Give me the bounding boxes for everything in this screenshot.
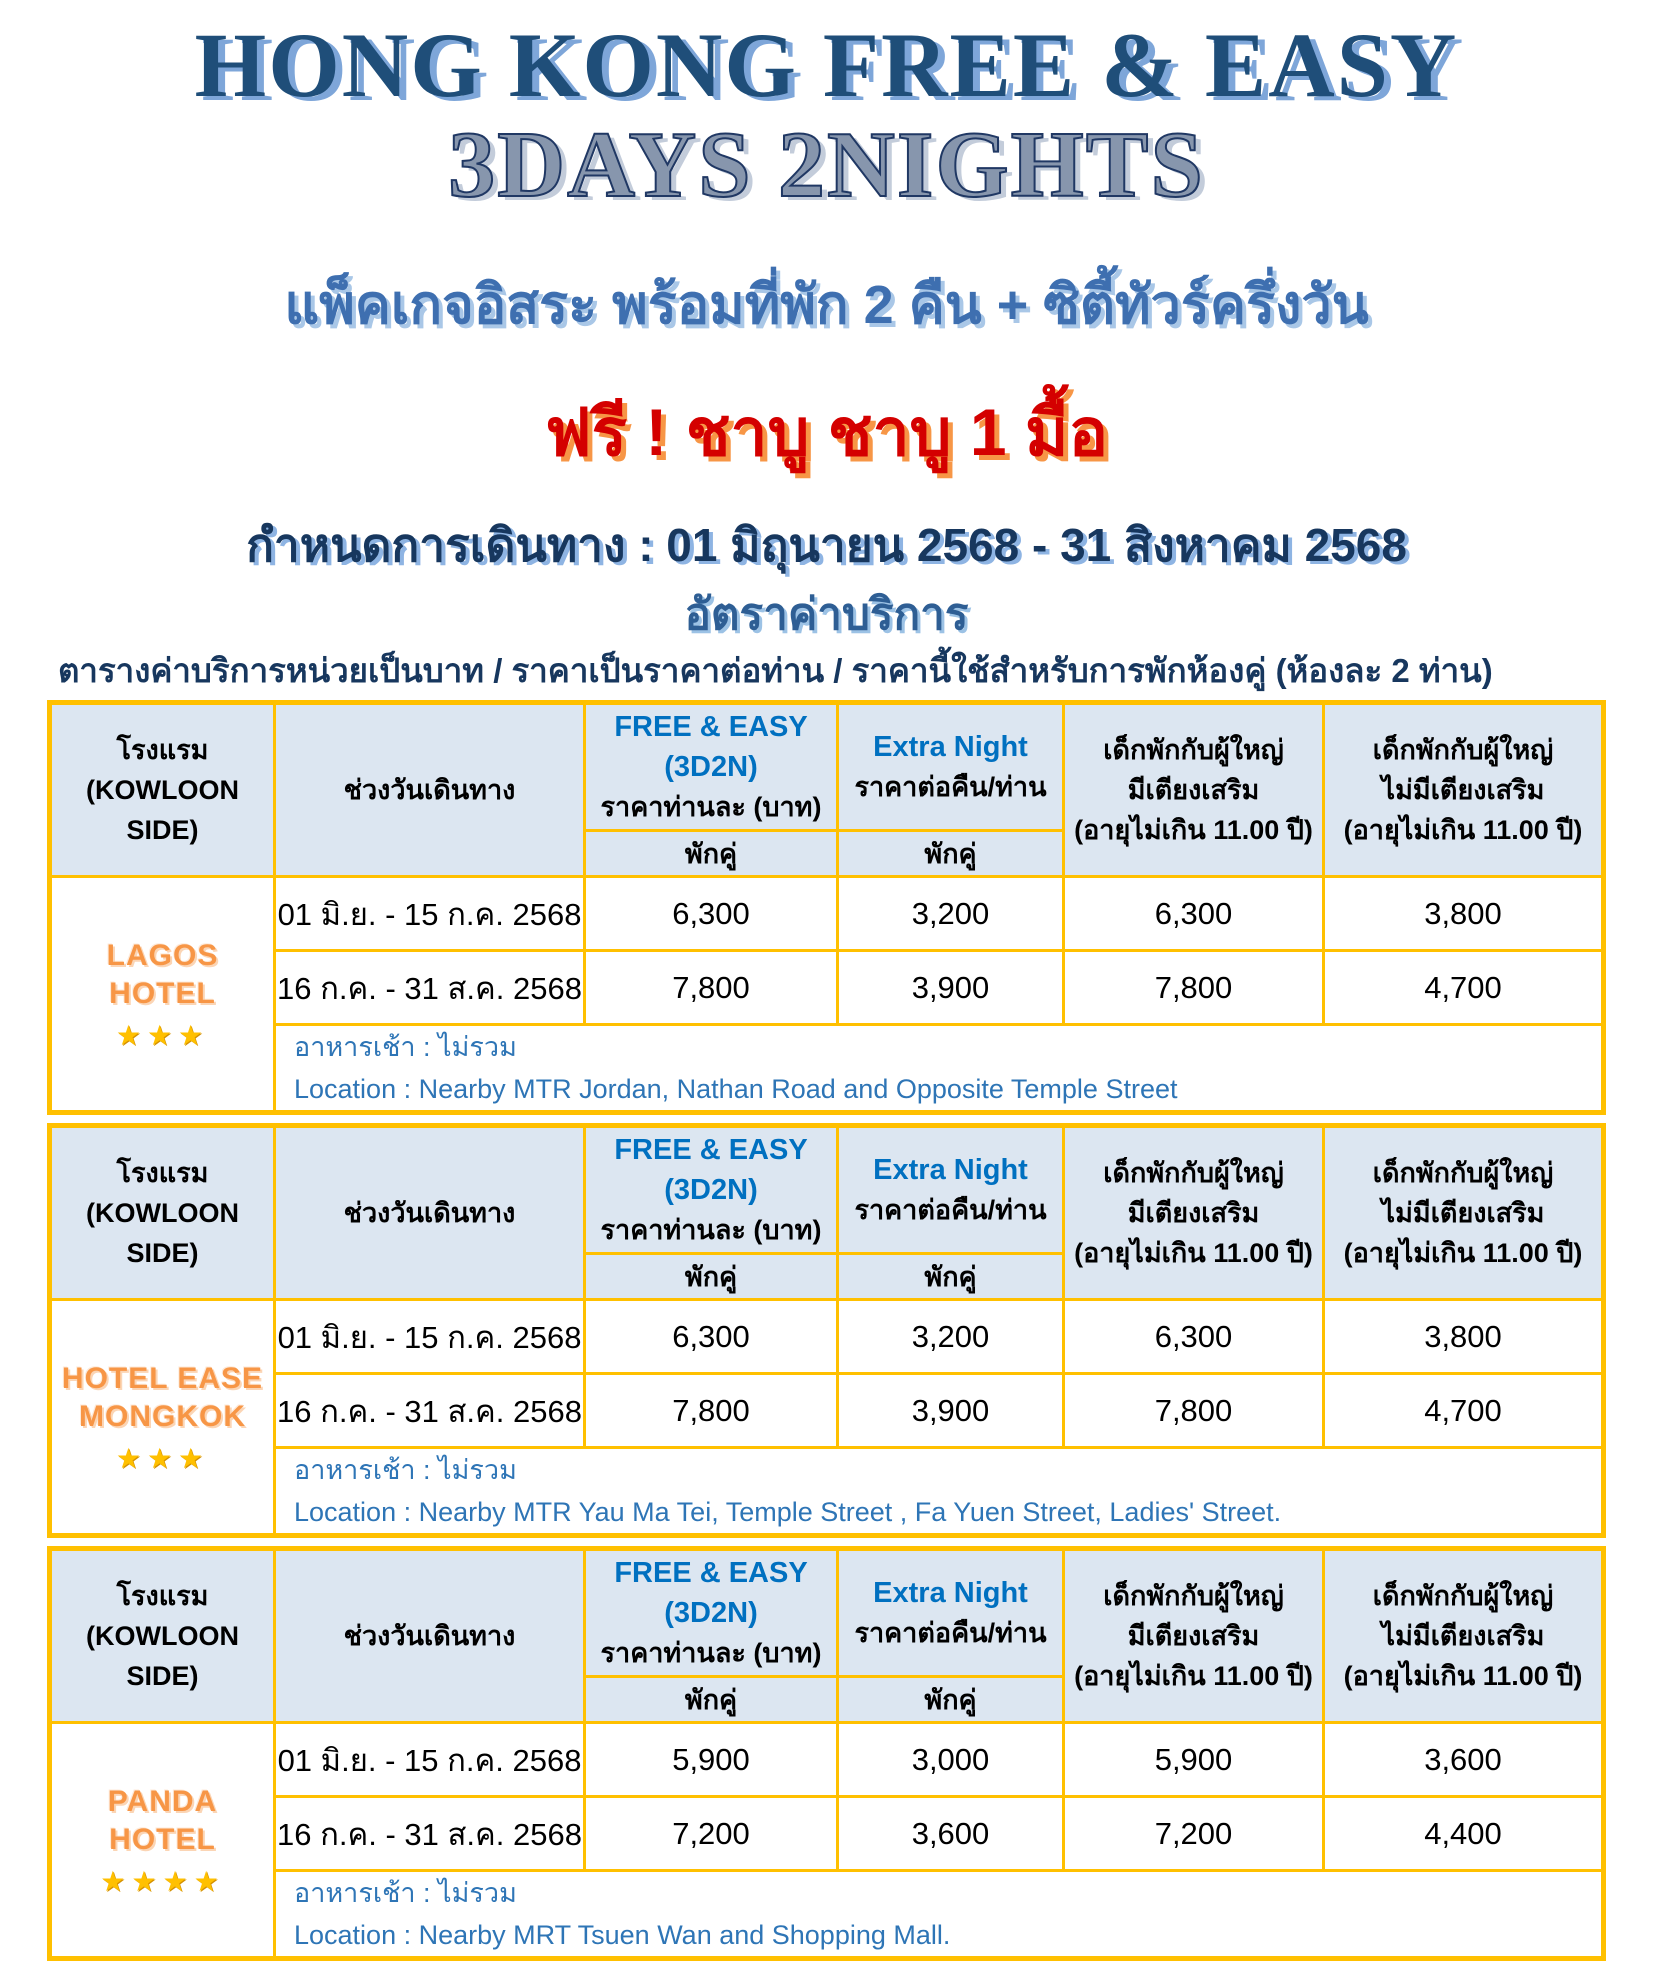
table-row	[50, 877, 1604, 951]
table-row	[50, 1300, 1604, 1374]
free-easy-title: FREE & EASY	[614, 711, 808, 743]
hotel-name: HOTEL EASE MONGKOK	[61, 1361, 264, 1433]
price-child-with-bed: 6,300	[1064, 877, 1324, 951]
price-child-no-bed: 4,700	[1324, 1374, 1604, 1448]
header-cell-extra-night: Extra Night ราคาต่อคืน/ท่าน	[838, 1126, 1064, 1254]
date-cell: 01 มิ.ย. - 15 ก.ค. 2568	[275, 1300, 585, 1374]
date-cell: 01 มิ.ย. - 15 ก.ค. 2568	[275, 877, 585, 951]
price-child-with-bed: 5,900	[1064, 1723, 1324, 1797]
breakfast-note: อาหารเช้า : ไม่รวม	[294, 1032, 517, 1062]
rates-table-hotel-ease-mongkok	[47, 1123, 1606, 1538]
header-cell-extra-night: Extra Night ราคาต่อคืน/ท่าน	[838, 1549, 1064, 1677]
extra-night-title: Extra Night	[873, 731, 1028, 763]
header-cell-extra-night	[838, 703, 1064, 831]
price-extra-night: 3,900	[838, 1374, 1064, 1448]
price-free-easy: 7,800	[585, 1374, 838, 1448]
header-cell-dates: ช่วงวันเดินทาง	[275, 1549, 585, 1723]
header-cell-child-with-bed: เด็กพักกับผู้ใหญ่ มีเตียงเสริม (อายุไม่เกิน 11.00 ปี)	[1064, 1549, 1324, 1723]
rates-table-panda-hotel	[47, 1546, 1606, 1961]
price-child-with-bed: 7,800	[1064, 1374, 1324, 1448]
header-cell-hotel: โรงแรม (KOWLOON SIDE)	[50, 1549, 275, 1723]
package-subtitle: แพ็คเกจอิสระ พร้อมที่พัก 2 คืน + ซิตี้ทัวร์ครึ่งวัน	[284, 275, 1369, 335]
header-hotel-line2: (KOWLOON SIDE)	[86, 775, 239, 845]
header-cell-child-no-bed: เด็กพักกับผู้ใหญ่ ไม่มีเตียงเสริม (อายุไม่เกิน 11.00 ปี)	[1324, 1126, 1604, 1300]
hotel-info-row	[50, 1025, 1604, 1113]
price-extra-night: 3,000	[838, 1723, 1064, 1797]
header-cell-child-no-bed: เด็กพักกับผู้ใหญ่ ไม่มีเตียงเสริม (อายุไม่เกิน 11.00 ปี)	[1324, 703, 1604, 877]
price-free-easy: 6,300	[585, 1300, 838, 1374]
header-cell-child-with-bed: เด็กพักกับผู้ใหญ่ มีเตียงเสริม (อายุไม่เกิน 11.00 ปี)	[1064, 1126, 1324, 1300]
header-cell-child-no-bed: เด็กพักกับผู้ใหญ่ ไม่มีเตียงเสริม (อายุไม่เกิน 11.00 ปี)	[1324, 1549, 1604, 1723]
hotel-name: PANDA HOTEL	[107, 1784, 218, 1856]
star-rating-icons: ★★★	[115, 1019, 210, 1051]
location-note: Location : Nearby MRT Tsuen Wan and Shopping Mall.	[294, 1920, 951, 1950]
hotel-info-row	[50, 1871, 1604, 1959]
hotel-info-cell	[275, 1025, 1604, 1113]
table-row	[50, 1797, 1604, 1871]
price-extra-night: 3,900	[838, 951, 1064, 1025]
header-cell-free-easy: FREE & EASY (3D2N) ราคาท่านละ (บาท)	[585, 1126, 838, 1254]
pair-sub-header: พักคู่	[585, 831, 838, 877]
header-cell-free-easy: FREE & EASY (3D2N) ราคาท่านละ (บาท)	[585, 1549, 838, 1677]
star-rating-icons: ★★★★	[100, 1865, 225, 1897]
price-free-easy: 5,900	[585, 1723, 838, 1797]
rates-table-lagos-hotel	[47, 700, 1606, 1115]
main-title: HONG KONG FREE & EASY	[194, 14, 1459, 116]
price-extra-night: 3,200	[838, 1300, 1064, 1374]
table-row	[50, 1374, 1604, 1448]
hotel-cell	[50, 1723, 275, 1959]
price-free-easy: 7,200	[585, 1797, 838, 1871]
free-easy-sub: (3D2N)	[664, 751, 758, 783]
price-extra-night: 3,200	[838, 877, 1064, 951]
pair-sub-header: พักคู่	[585, 1677, 838, 1723]
extra-night-desc: ราคาต่อคืน/ท่าน	[854, 772, 1047, 802]
pair-sub-header: พักคู่	[838, 1254, 1064, 1300]
header-hotel-line1: โรงแรม	[116, 735, 209, 765]
header-cell-dates: ช่วงวันเดินทาง	[275, 1126, 585, 1300]
price-child-no-bed: 3,600	[1324, 1723, 1604, 1797]
breakfast-note: อาหารเช้า : ไม่รวม	[294, 1455, 517, 1485]
promo-line: ฟรี ! ชาบู ชาบู 1 มื้อ	[544, 395, 1109, 469]
table-note: ตารางค่าบริการหน่วยเป็นบาท / ราคาเป็นราคาต่อท่าน / ราคานี้ใช้สำหรับการพักห้องคู่ (ห้องละ 2 ท่าน)	[58, 652, 1493, 689]
breakfast-note: อาหารเช้า : ไม่รวม	[294, 1878, 517, 1908]
pair-sub-header: พักคู่	[838, 831, 1064, 877]
header-cell-dates: ช่วงวันเดินทาง	[275, 703, 585, 877]
pair-sub-header: พักคู่	[838, 1677, 1064, 1723]
header-cell-hotel	[50, 703, 275, 877]
travel-period: กำหนดการเดินทาง : 01 มิถุนายน 2568 - 31 สิงหาคม 2568	[246, 519, 1407, 571]
table-row	[50, 951, 1604, 1025]
sub-title: 3DAYS 2NIGHTS	[448, 113, 1205, 217]
location-note: Location : Nearby MTR Yau Ma Tei, Temple Street , Fa Yuen Street, Ladies' Street.	[294, 1497, 1282, 1527]
price-child-no-bed: 3,800	[1324, 877, 1604, 951]
header-cell-hotel: โรงแรม (KOWLOON SIDE)	[50, 1126, 275, 1300]
date-cell: 01 มิ.ย. - 15 ก.ค. 2568	[275, 1723, 585, 1797]
hotel-info-row	[50, 1448, 1604, 1536]
table-row	[50, 1723, 1604, 1797]
price-child-with-bed: 6,300	[1064, 1300, 1324, 1374]
price-child-no-bed: 3,800	[1324, 1300, 1604, 1374]
price-child-no-bed: 4,700	[1324, 951, 1604, 1025]
pair-sub-header: พักคู่	[585, 1254, 838, 1300]
price-extra-night: 3,600	[838, 1797, 1064, 1871]
price-child-with-bed: 7,800	[1064, 951, 1324, 1025]
date-cell: 16 ก.ค. - 31 ส.ค. 2568	[275, 1797, 585, 1871]
header-cell-free-easy	[585, 703, 838, 831]
hotel-cell	[50, 877, 275, 1113]
price-free-easy: 6,300	[585, 877, 838, 951]
price-free-easy: 7,800	[585, 951, 838, 1025]
date-cell: 16 ก.ค. - 31 ส.ค. 2568	[275, 951, 585, 1025]
hotel-cell	[50, 1300, 275, 1536]
hotel-info-cell	[275, 1871, 1604, 1959]
free-easy-desc: ราคาท่านละ (บาท)	[600, 792, 822, 822]
rates-heading: อัตราค่าบริการ	[684, 590, 969, 639]
location-note: Location : Nearby MTR Jordan, Nathan Road and Opposite Temple Street	[294, 1074, 1178, 1104]
hotel-info-cell	[275, 1448, 1604, 1536]
date-cell: 16 ก.ค. - 31 ส.ค. 2568	[275, 1374, 585, 1448]
header-cell-child-with-bed: เด็กพักกับผู้ใหญ่ มีเตียงเสริม (อายุไม่เกิน 11.00 ปี)	[1064, 703, 1324, 877]
hotel-name: LAGOS HOTEL	[106, 938, 219, 1010]
price-child-with-bed: 7,200	[1064, 1797, 1324, 1871]
star-rating-icons: ★★★	[115, 1442, 210, 1474]
price-child-no-bed: 4,400	[1324, 1797, 1604, 1871]
